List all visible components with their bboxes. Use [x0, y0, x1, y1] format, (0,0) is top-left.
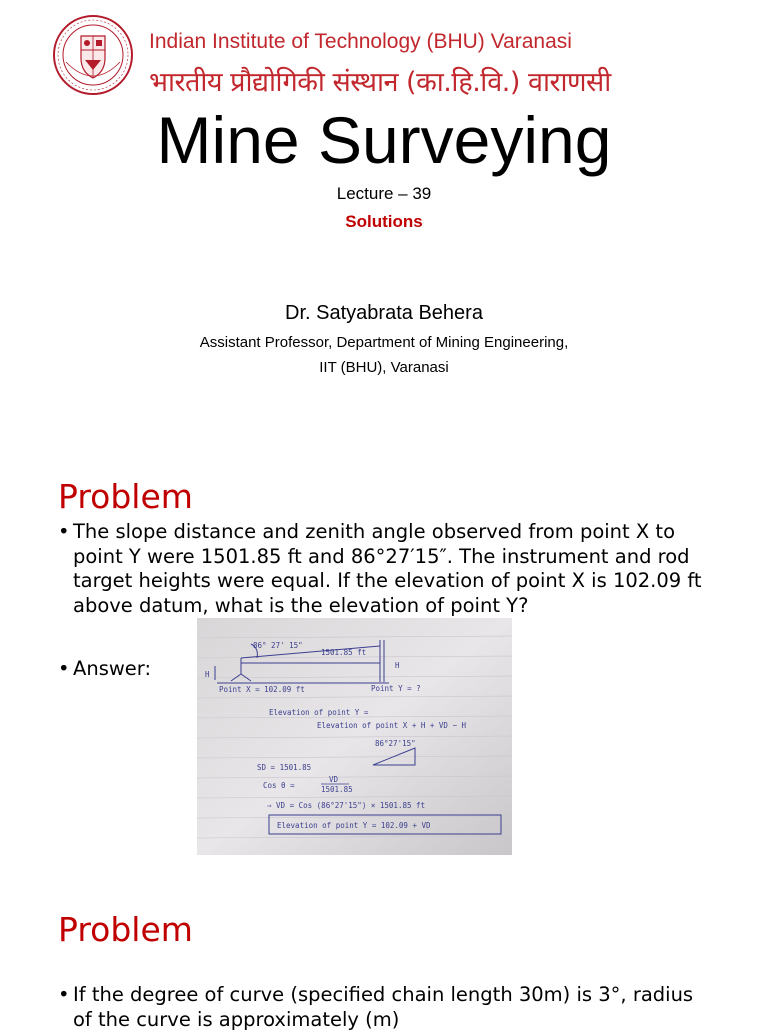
- bullet-icon: •: [58, 520, 70, 543]
- hw-h-right: H: [395, 661, 400, 670]
- author-affiliation-line2: IIT (BHU), Varanasi: [319, 359, 449, 376]
- hw-vd: ⇒ VD = Cos (86°27'15") × 1501.85 ft: [267, 801, 426, 810]
- page-title: Mine Surveying: [156, 103, 612, 177]
- hw-point-x: Point X = 102.09 ft: [219, 685, 305, 694]
- hw-cos-num: VD: [329, 775, 339, 784]
- institute-name-hindi: भारतीय प्रौद्योगिकी संस्थान (का.हि.वि.) वाराणसी: [149, 67, 611, 98]
- handwritten-solution-image: [197, 618, 512, 855]
- hw-eq1b: Elevation of point X + H + VD − H: [317, 721, 467, 730]
- subtitle: Solutions: [345, 212, 423, 231]
- author-affiliation-line1: Assistant Professor, Department of Mining Engineering,: [199, 334, 569, 351]
- hw-point-y: Point Y = ?: [371, 684, 421, 693]
- problem-2-question: [58, 983, 718, 1032]
- hw-distance: 1501.85 ft: [321, 648, 367, 657]
- lecture-number: Lecture – 39: [336, 184, 432, 203]
- hw-eq1a: Elevation of point Y =: [269, 708, 369, 717]
- hw-tri-angle: 86°27'15": [375, 739, 416, 748]
- problem-heading-1: Problem: [58, 477, 193, 516]
- bullet-icon: •: [58, 657, 70, 680]
- hw-cos: Cos θ =: [263, 781, 295, 790]
- answer-label: Answer:: [73, 657, 152, 680]
- institute-name-english: Indian Institute of Technology (BHU) Varanasi: [149, 30, 572, 53]
- question-text: If the degree of curve (specified chain length 30m) is 3°, radius of the curve is approximately (m): [73, 983, 694, 1031]
- hw-h-left: H: [205, 670, 210, 679]
- hw-sd: SD = 1501.85: [257, 763, 312, 772]
- problem-1-question: [58, 520, 718, 618]
- hw-angle: 86° 27' 15": [253, 641, 303, 650]
- question-text: The slope distance and zenith angle observed from point X to point Y were 1501.85 ft and 86°27′15″. The instrument and rod target heights were equal. If the elevation of point X is 102.09 ft above datum, what is the elevation of point Y?: [73, 520, 702, 617]
- hw-cos-den: 1501.85: [321, 785, 353, 794]
- bullet-icon: •: [58, 983, 70, 1006]
- author-name: Dr. Satyabrata Behera: [285, 302, 483, 324]
- problem-heading-2: Problem: [58, 910, 193, 949]
- iit-bhu-logo: [52, 14, 134, 96]
- hw-final: Elevation of point Y = 102.09 + VD: [277, 821, 431, 830]
